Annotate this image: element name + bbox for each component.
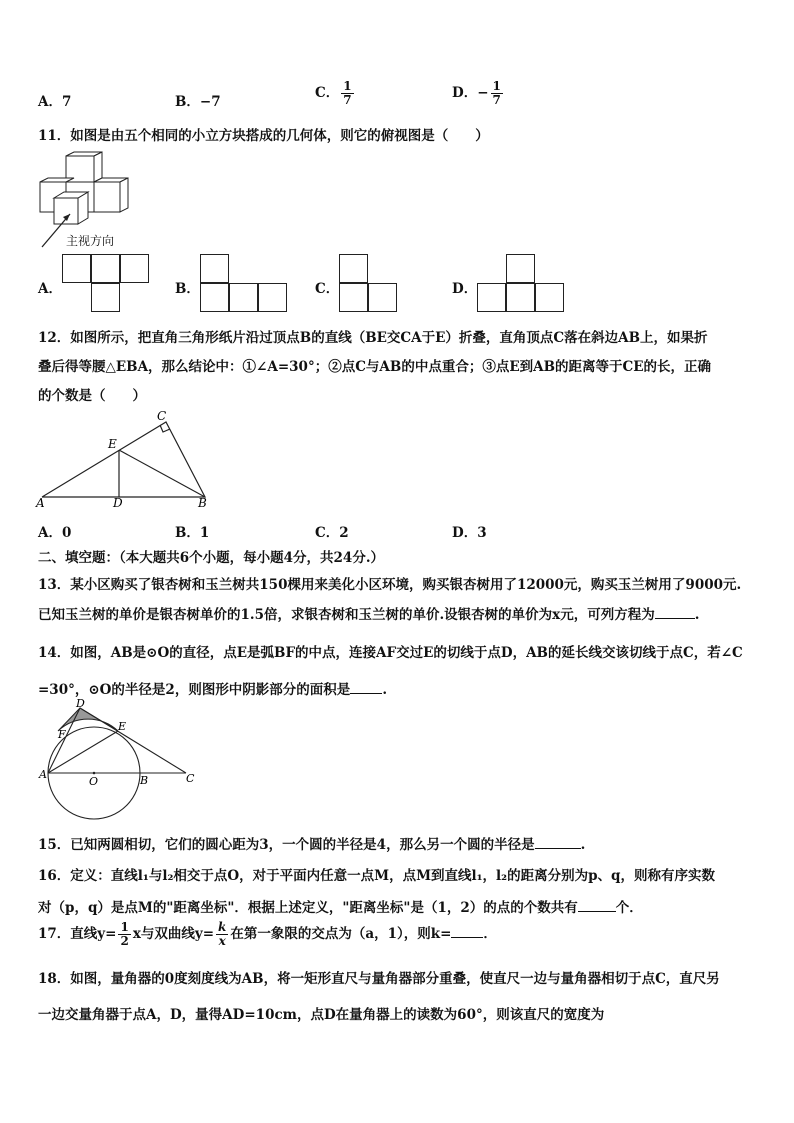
q17-text: 17．直线y= $\frac{1}{2}$ x与双曲线y= $\frac{k}{x}$ 在第一象限的交点为（a，1），则k= ． — [38, 920, 497, 948]
q15-text: 15．已知两圆相切，它们的圆心距为3，一个圆的半径是4，那么另一个圆的半径是 . — [38, 837, 586, 853]
q11-option-c: C． — [315, 281, 340, 297]
q12-label-a: A — [36, 496, 45, 510]
q12-label-e: E — [108, 437, 117, 451]
q12-line3: 的个数是（ ） — [38, 388, 146, 404]
q13-answer-blank[interactable] — [655, 618, 695, 619]
q14-label-a: A — [39, 768, 47, 781]
q14-label-e: E — [118, 720, 127, 733]
q12-label-b: B — [198, 496, 207, 510]
q12-option-d: D．3 — [452, 525, 487, 541]
section-2-heading: 二、填空题：（本大题共6个小题，每小题4分，共24分.） — [38, 550, 385, 566]
q16-line1: 16．定义：直线l₁与l₂相交于点O，对于平面内任意一点M，点M到直线l₁，l₂的距离分别为p、q，则称有序实数 — [38, 868, 715, 884]
q14-line1: 14．如图，AB是⊙O的直径，点E是弧BF的中点，连接AF交过E的切线于点D，AB的延长线交该切线于点C，若∠C — [38, 645, 743, 661]
q12-line1: 12．如图所示，把直角三角形纸片沿过顶点B的直线（BE交CA于E）折叠，直角顶点C落在斜边AB上，如果折 — [38, 330, 708, 346]
q14-label-d: D — [76, 697, 85, 710]
q14-label-b: B — [140, 774, 149, 787]
q12-option-c: C．2 — [315, 525, 349, 541]
q12-label-d: D — [113, 496, 123, 510]
q11-option-d: D． — [452, 281, 478, 297]
q15-answer-blank[interactable] — [535, 848, 581, 849]
q10-option-a: A．7 — [38, 94, 72, 110]
q14-line2: =30°，⊙O的半径是2，则图形中阴影部分的面积是 . — [38, 682, 388, 698]
q18-line2: 一边交量角器于点A，D，量得AD=10cm，点D在量角器上的读数为60°，则该直尺的宽度为 — [38, 1007, 605, 1023]
q12-label-c: C — [157, 409, 167, 423]
q10-option-b: B．−7 — [175, 94, 221, 110]
q18-line1: 18．如图，量角器的0度刻度线为AB，将一矩形直尺与量角器部分重叠，使直尺一边与量角器相切于点C，直尺另 — [38, 971, 720, 987]
q13-line1: 13．某小区购买了银杏树和玉兰树共150棵用来美化小区环境，购买银杏树用了12000元，购买玉兰树用了9000元. — [38, 577, 742, 593]
q11-option-b: B． — [175, 281, 200, 297]
q14-circle-figure — [36, 698, 196, 822]
q14-answer-blank[interactable] — [350, 693, 382, 694]
q11-option-a: A． — [38, 281, 62, 297]
q16-answer-blank[interactable] — [578, 911, 616, 912]
q13-line2: 已知玉兰树的单价是银杏树单价的1.5倍，求银杏树和玉兰树的单价.设银杏树的单价为x元，可列方程为 . — [38, 607, 700, 623]
q12-line2: 叠后得等腰△EBA，那么结论中：①∠A=30°；②点C与AB的中点重合；③点E到AB的距离等于CE的长，正确 — [38, 359, 712, 375]
q12-option-b: B．1 — [175, 525, 210, 541]
q17-answer-blank[interactable] — [451, 937, 483, 938]
q10-option-c: C． $\frac{1}{7}$ — [315, 79, 352, 107]
q14-label-o: O — [89, 775, 99, 788]
q14-label-f: F — [58, 728, 66, 741]
q14-label-c: C — [186, 772, 195, 785]
q12-option-a: A．0 — [38, 525, 72, 541]
q12-triangle-figure — [36, 410, 211, 510]
q16-line2: 对（p，q）是点M的"距离坐标"．根据上述定义，"距离坐标"是（1，2）的点的个数共有 个． — [38, 900, 643, 916]
q11-direction-label: 主视方向 — [66, 234, 115, 248]
q10-option-d: D．− $\frac{1}{7}$ — [452, 79, 501, 107]
q11-stem: 11．如图是由五个相同的小立方块搭成的几何体，则它的俯视图是（ ） — [38, 128, 489, 144]
